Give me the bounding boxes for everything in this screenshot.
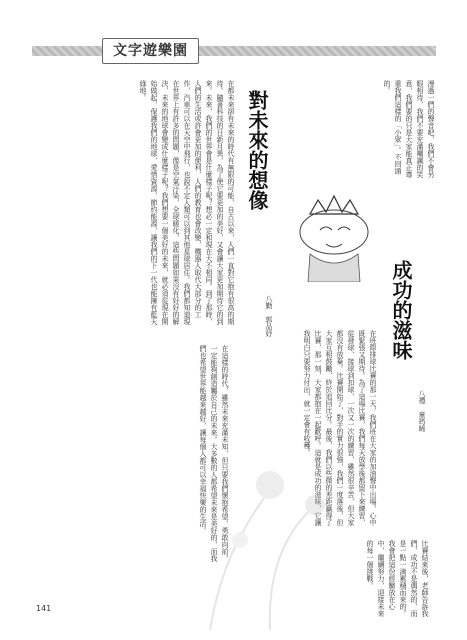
article-body-future-end: 在這樣的時代，雖然未來充滿未知，但只要我們懷抱希望，勇敢向前，一定能夠創造屬於自己的未來。大多數的人都希望未來是美好的，而我們也希望世界能越來越好，讓每個人都可以幸福快樂的生活。 [199, 345, 229, 562]
header-stripe [32, 46, 436, 56]
section-title: 文字遊樂園 [102, 38, 199, 64]
article-body-success-end: 比賽結束後，老師告訴我們，成功不是偶然的，而是一點一滴累積而來的。我會把這份經驗放在心中，繼續努力，迎接未來的每一個挑戰。 [366, 540, 429, 617]
illustration-crown-figure [280, 192, 384, 282]
section-header [32, 38, 436, 64]
article-body-success: 在班際排球比賽的那一天，我們班在大家的加油聲中出場，心中既緊張又期待。為了這場比賽，我們每天放學後都留下來練習，從發球、接球到扣球，一次又一次的練習，雖然很辛苦，但大家都沒有放棄。比賽開始了，對手的實力很強，我們一度落後，但大家互相鼓勵，終於追回比分。最後，我們以些微的差距贏得了比賽，那一刻，大家都抱在一起歡呼。這就是成功的滋味，它讓我明白只要努力付出，就一定會有收穫。 [303, 330, 377, 526]
article-title-success: 成功的滋味 [389, 260, 413, 360]
article-body-future: 在都未來卻有未來的時代有無限的可能，自古以來，人們一直對它抱有很高的期待。隨著科技的日新月異，為了使它要更加的美好，又會讓大家更加期待它的到來。未來，我們的世界會是什麼樣子呢？想必一定和現在大不相同。到了那時，人們的生活或許會更加的便利，人們的教育也會改變，機器人取代大部分的工作，汽車可以在天空中飛行，也說不定人類可以到其他星球居住。我們都知道現在世界上有許多的問題，像是空氣汙染，全球暖化，這些問題如果沒有好好的解決，未來的地球會變成什麼樣子呢？我們想要一個美好的未來，就必須從現在開始做起，保護我們的地球，愛惜資源，節約能源，讓我們的下一代也能擁有藍天綠地。 [139, 80, 235, 325]
decorative-plant-art [150, 430, 380, 630]
page-number: 141 [36, 604, 52, 613]
article-author-future: 八勤 郭品妤 [265, 295, 273, 337]
article-author-success: 八禮 童筠晞 [418, 390, 426, 432]
article-title-future: 對未來的想像 [245, 90, 269, 210]
article-continuation-top: 漫過一們的聲音吧，我們不會另眼相待，我們不要充滿嘲諷的笑意，我們要的只是大家能真正尊重我們這樣的「小眾」。不回頭的。 [383, 80, 435, 178]
